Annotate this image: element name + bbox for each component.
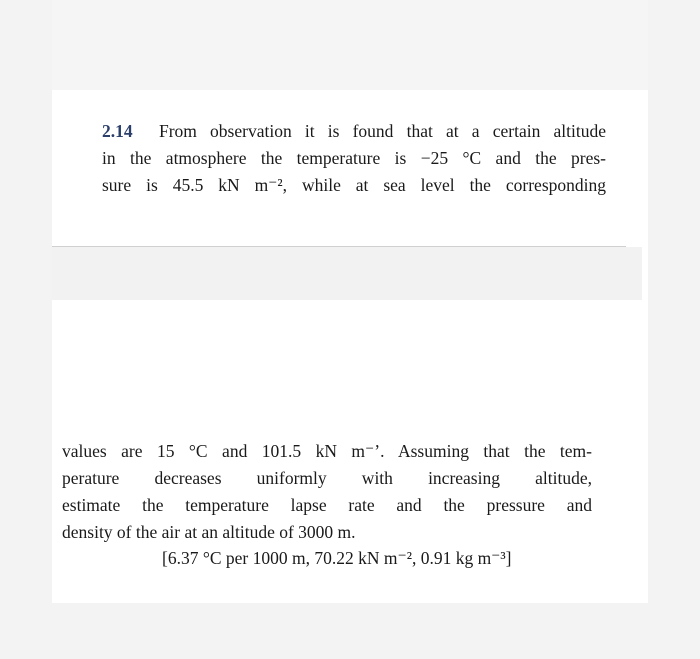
- problem-line: estimate the temperature lapse rate and the pressure and: [62, 495, 592, 515]
- middle-blank-band: [52, 247, 642, 300]
- document-page: [52, 0, 648, 603]
- problem-line: density of the air at an altitude of 3000 m.: [62, 522, 356, 542]
- problem-text-part-2: [62, 438, 592, 546]
- problem-line: sure is 45.5 kN m⁻², while at sea level the corresponding: [102, 175, 606, 195]
- problem-line: in the atmosphere the temperature is −25 °C and the pres-: [102, 148, 606, 168]
- problem-line: [102, 118, 606, 145]
- top-blank-band: [52, 0, 648, 90]
- problem-line: values are 15 °C and 101.5 kN m⁻ʼ. Assuming that the tem-: [62, 441, 592, 461]
- problem-line-text: From observation it is found that at a certain altitude: [158, 121, 606, 141]
- answer-text: [6.37 °C per 1000 m, 70.22 kN m⁻², 0.91 kg m⁻³]: [162, 548, 512, 568]
- problem-line: perature decreases uniformly with increasing altitude,: [62, 468, 592, 488]
- problem-number: 2.14: [102, 121, 133, 141]
- problem-text-part-1: [102, 118, 606, 199]
